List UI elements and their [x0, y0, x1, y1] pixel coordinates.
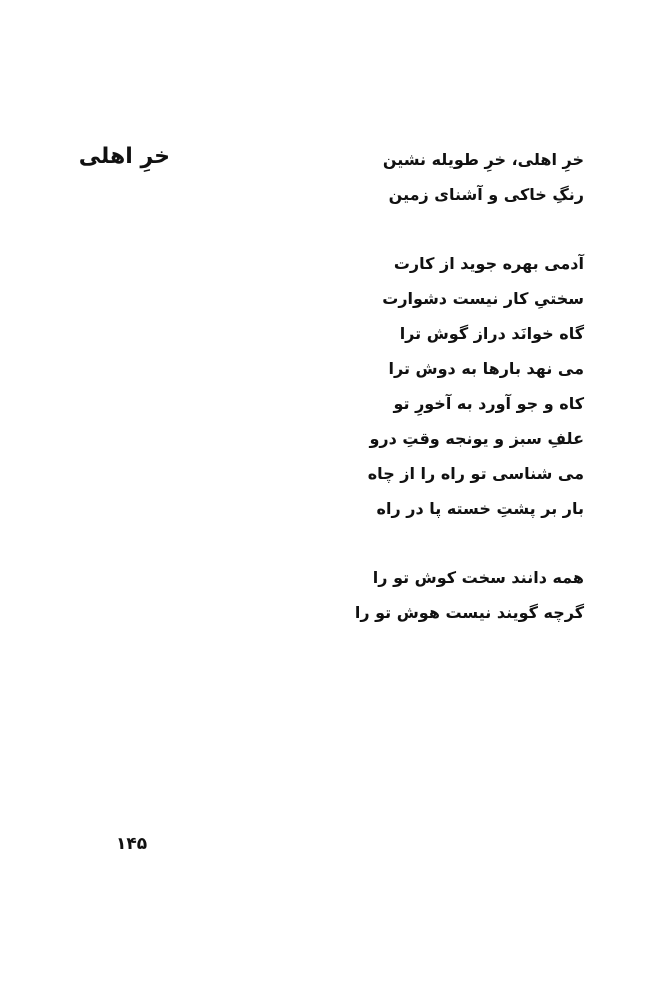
verse-line: علفِ سبز و یونجه وقتِ درو — [369, 429, 584, 448]
verse-line: گاه خوانَد دراز گوش ترا — [399, 324, 584, 343]
verse-line: آدمی بهره جوید از کارت — [393, 254, 584, 273]
poem-title: خرِ اهلی — [78, 144, 170, 169]
stanza-1 — [284, 142, 584, 212]
stanza-2 — [284, 246, 584, 526]
verse-line: سختیِ کار نیست دشوارت — [382, 289, 584, 308]
verse-line: رنگِ خاکی و آشنای زمین — [388, 185, 584, 204]
verse-line: خرِ اهلی، خرِ طویله نشین — [382, 150, 584, 169]
stanza-3 — [284, 560, 584, 630]
page-number: ۱۴۵ — [116, 834, 148, 854]
verse-line: همه دانند سخت کوش تو را — [372, 568, 584, 587]
verse-line: گرچه گویند نیست هوش تو را — [354, 603, 584, 622]
verse-line: می شناسی تو راه را از چاه — [367, 464, 584, 483]
poem-body — [284, 142, 584, 664]
verse-line: بار بر پشتِ خسته پا در راه — [376, 499, 584, 518]
verse-line: می نهد بارها به دوش ترا — [388, 359, 584, 378]
verse-line: کاه و جو آورد به آخورِ تو — [393, 394, 584, 413]
